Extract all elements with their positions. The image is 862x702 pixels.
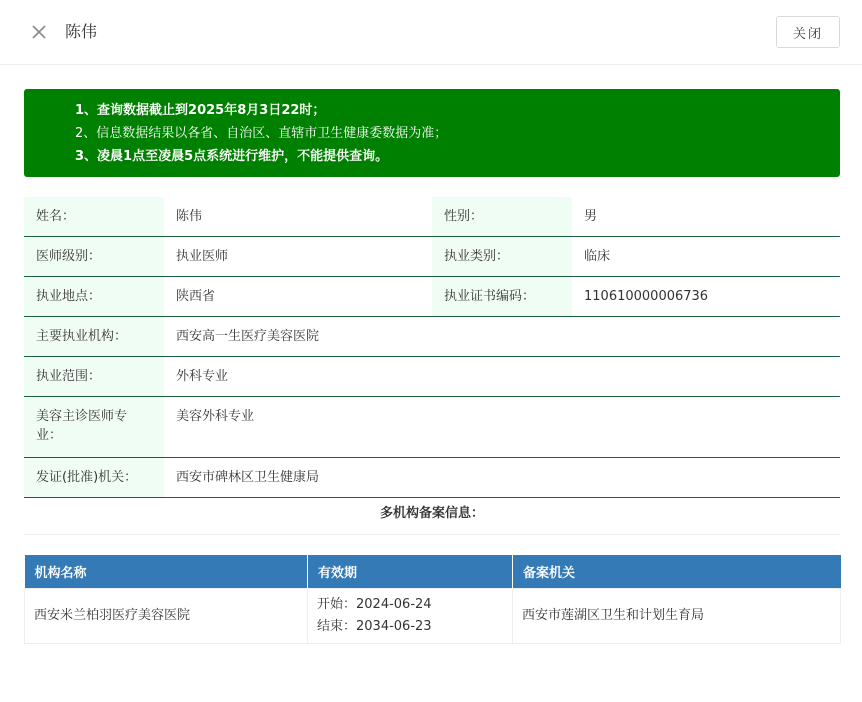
location-value: 陕西省 [164,277,432,317]
multi-org-title: 多机构备案信息： [24,492,840,535]
category-value: 临床 [572,237,840,277]
cert-value: 110610000006736 [572,277,840,317]
info-row-location [24,277,840,317]
column-header-authority: 备案机关 [513,555,841,588]
close-icon[interactable] [29,22,49,42]
close-button[interactable]: 关闭 [776,16,840,48]
org-value: 西安高一生医疗美容医院 [164,317,840,357]
info-row-org [24,317,840,357]
level-label: 医师级别： [24,237,164,277]
column-header-org-name: 机构名称 [25,555,308,588]
issuer-value: 西安市碑林区卫生健康局 [164,458,840,498]
scope-label: 执业范围： [24,357,164,397]
info-row-scope [24,357,840,397]
gender-label: 性别： [432,197,572,237]
column-header-validity: 有效期 [308,555,513,588]
validity-start: 开始：2024-06-24 [317,596,432,612]
notice-line-2: 2、信息数据结果以各省、自治区、直辖市卫生健康委数据为准； [75,126,448,141]
table-row [25,588,841,643]
scope-value: 外科专业 [164,357,840,397]
name-value: 陈伟 [164,197,432,237]
org-table-header [25,555,841,588]
gender-value: 男 [572,197,840,237]
location-label: 执业地点： [24,277,164,317]
multi-org-table [24,555,841,644]
notice-banner [24,89,840,177]
notice-line-1: 1、查询数据截止到2025年8月3日22时； [75,103,326,118]
validity-cell [308,588,513,643]
name-label: 姓名： [24,197,164,237]
doctor-info-table [24,197,840,498]
issuer-label: 发证(批准)机关： [24,458,164,498]
cosmetic-label: 美容主诊医师专业： [24,397,164,458]
level-value: 执业医师 [164,237,432,277]
category-label: 执业类别： [432,237,572,277]
org-name-cell: 西安米兰柏羽医疗美容医院 [25,588,308,643]
info-row-cosmetic [24,397,840,458]
validity-end: 结束：2034-06-23 [317,618,432,634]
info-row-name [24,197,840,237]
info-row-level [24,237,840,277]
cosmetic-value: 美容外科专业 [164,397,840,458]
org-label: 主要执业机构： [24,317,164,357]
notice-line-3: 3、凌晨1点至凌晨5点系统进行维护，不能提供查询。 [75,149,389,164]
authority-cell: 西安市莲湖区卫生和计划生育局 [513,588,841,643]
dialog-header [0,0,862,65]
cert-label: 执业证书编码： [432,277,572,317]
dialog-title: 陈伟 [65,22,98,41]
